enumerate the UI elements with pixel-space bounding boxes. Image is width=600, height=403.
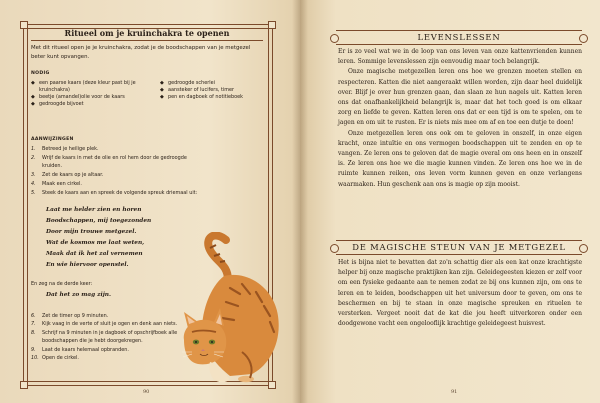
frame-corner-ornament [20,21,28,29]
paragraph: Er is zo veel wat we in de loop van ons leven van onze kattenvrienden kunnen leren. Sommige levenslessen zijn eenvoudig maar toch belangrijk. [338,48,582,66]
incantation-line: En wie hiervoor openstel. [46,262,129,268]
needs-list-right [160,80,264,101]
incantation-line: Wat de kosmos me laat weten, [46,240,145,246]
section-levenslessen [338,47,582,190]
paragraph: Het is bijna niet te bevatten dat zo'n schattig dier als een kat onze krachtigste helper bij onze magische praktijken kan zijn. Geleidegeesten kiezen er zelf voor om een fysieke gedaante aan te nemen zodat ze bij ons kunnen zijn, om ons te leren en te leiden, boodschappen uit het universum door te geven, om ons te beschermen en bij te staan in onze magische spreuken en rituelen te versterken. Vergeet nooit dat de kat die jou heeft uitverkoren onder een doodgewone vacht een ongelooflijk krachtige geleidegeest huisvest. [338,259,582,328]
second-spell: Dat het zo mag zijn. [46,292,112,298]
step-item: 4. Maak een cirkel. [31,180,82,187]
needs-item: ◆ een paarse kaars (deze kleur past bij je kruinchakra) [31,80,141,94]
page-number-left: 90 [143,389,150,395]
needs-item: ◆ gedroogde scherlei [160,80,264,87]
needs-item: ◆ pen en dagboek of notitieboek [160,94,264,101]
step-item: 3. Zet de kaars op je altaar. [31,172,104,179]
needs-label: NODIG [31,71,50,76]
step-item: 5. Steek de kaars aan en spreek de volgende spreuk driemaal uit: [31,189,198,196]
needs-list-left [31,80,141,108]
second-intro: En zeg na de derde keer: [31,281,93,287]
step-item: 7. Kijk vaag in de verte of sluit je ogen en denk aan niets. [31,321,178,328]
section-magische-steun [338,258,582,329]
incantation-line: Laat me helder zien en horen [46,207,142,213]
steps-list [31,145,201,197]
incantation-line: Maak dat ik het zal vernemen [46,251,143,257]
heading-levenslessen: LEVENSLESSEN [336,30,582,45]
ritual-intro: Met dit ritueel open je je kruinchakra, zodat je de boodschappen van je metgezel beter kunt opvangen. [31,45,251,60]
step-item: 9. Laat de kaars helemaal opbranden. [31,346,129,353]
incantation-line: Boodschappen, mij toegezonden [46,218,152,224]
step-item: 10. Open de cirkel. [31,355,79,362]
instructions-label: AANWIJZINGEN [31,137,74,142]
step-item: 2. Wrijf de kaars in met de olie en rol hem door de gedroogde kruiden. [31,154,187,170]
paragraph: Onze magische metgezellen leren ons hoe we grenzen moeten stellen en respecteren. Katten die niet aangeraakt willen worden, zijn daar heel duidelijk over. Blijf je over hun grenzen gaan, dan slaan ze hun nagels uit. Katten leren ons dat onafhankelijkheid belangrijk is, maar dat het toch goed is om elkaar zorg en liefde te geven. Katten leren ons dat er een tijd is om te spelen, om te jagen en om uit te rusten. Er is niets mis mee om af en toe een dutje te doen! [338,68,582,127]
frame-corner-ornament [20,381,28,389]
book-gutter-shadow [292,0,308,403]
heading-magische-steun: DE MAGISCHE STEUN VAN JE METGEZEL [336,240,582,255]
orange-tabby-cat-illustration [170,232,288,384]
page-number-right: 91 [451,389,458,395]
incantation-line: Door mijn trouwe metgezel. [46,229,137,235]
step-item: 6. Zet de timer op 9 minuten. [31,313,109,319]
paragraph: Onze metgezellen leren ons ook om te geloven in onszelf, in onze eigen kracht, onze intuïtie en ons vermogen boodschappen uit te zenden en op te vangen. Ze leren ons te geloven dat de magie overal om ons heen en in onszelf is. Ze leren ons hoe we die magie kunnen vinden. Ze leren ons hoe we in de ruimte kunnen reiken, ons leven vorm kunnen geven en onze verlangens waarmaken. Hun geschenk aan ons is magie op zijn mooist. [338,129,582,188]
step-item: 8. Schrijf na 9 minuten in je dagboek of opschrijfboek alle boodschappen die je hebt doorgekregen. [31,329,178,345]
step-item: 1. Betreed je heilige plek. [31,146,99,152]
needs-item: ◆ beetje (amandel)olie voor de kaars [31,94,141,101]
ritual-title: Ritueel om je kruinchakra te openen [31,28,263,41]
frame-corner-ornament [268,21,276,29]
needs-item: ◆ aansteker of lucifers, timer [160,87,264,94]
needs-item: ◆ gedroogde bijvoet [31,101,141,108]
